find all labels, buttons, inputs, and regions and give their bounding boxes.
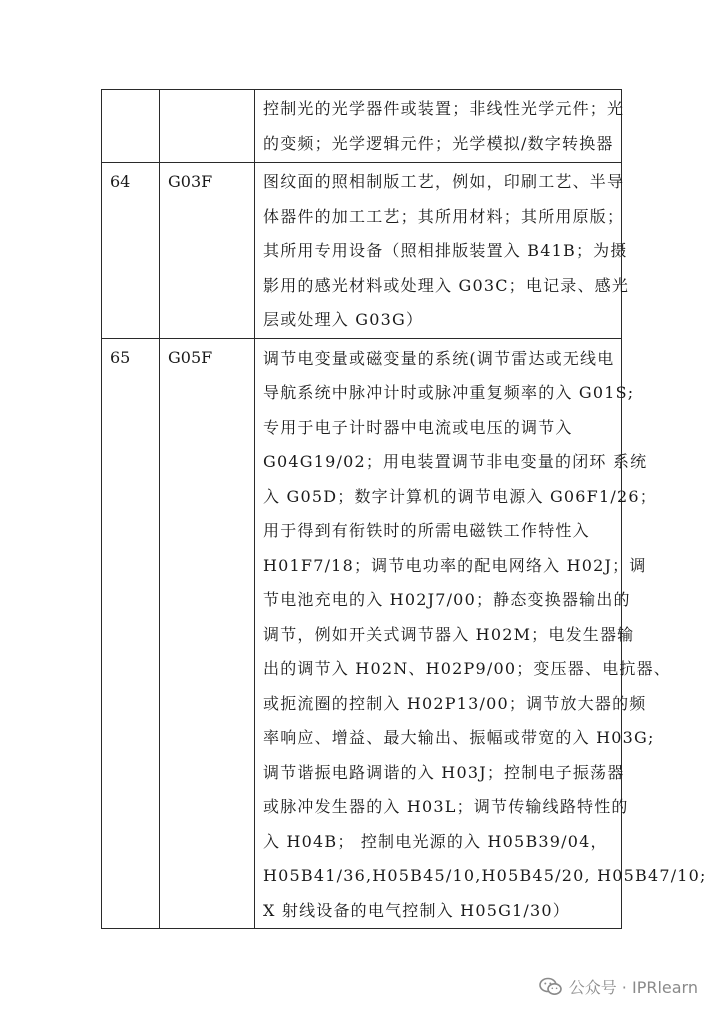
description-line: 其所用专用设备（照相排版装置入 B41B；为摄: [263, 241, 628, 260]
ipc-code: G05F: [160, 338, 255, 929]
row-number: [102, 90, 160, 163]
description-line: 率响应、增益、最大输出、振幅或带宽的入 H03G;: [263, 728, 655, 747]
wechat-icon: [539, 977, 563, 997]
description-line: H05B41/36,H05B45/10,H05B45/20, H05B47/10;: [263, 866, 707, 885]
description-line: 或扼流圈的控制入 H02P13/00；调节放大器的频: [263, 693, 647, 713]
row-description: [255, 163, 630, 339]
description-line: 或脉冲发生器的入 H03L；调节传输线路特性的: [263, 797, 629, 816]
description-line: 导航系统中脉冲计时或脉冲重复频率的入 G01S;: [263, 383, 635, 402]
row-number: 64: [102, 163, 160, 339]
classification-table: [101, 89, 707, 929]
description-line: 调节电变量或磁变量的系统(调节雷达或无线电: [263, 348, 615, 368]
description-line: 专用于电子计时器中电流或电压的调节入: [263, 417, 573, 437]
table-row: [102, 163, 622, 339]
description-line: 调节，例如开关式调节器入 H02M；电发生器输: [263, 624, 635, 644]
description-line: 出的调节入 H02N、H02P9/00；变压器、电抗器、: [263, 659, 672, 678]
description-line: X 射线设备的电气控制入 H05G1/30）: [263, 900, 570, 920]
row-description: [255, 90, 625, 163]
ipc-code: [160, 90, 255, 163]
ipc-code: G03F: [160, 163, 255, 339]
description-line: 控制光的光学器件或装置；非线性光学元件；光: [263, 99, 625, 118]
row-description: [255, 338, 707, 929]
description-line: H01F7/18；调节电功率的配电网络入 H02J；调: [263, 555, 647, 575]
row-number: 65: [102, 338, 160, 929]
description-line: 影用的感光材料或处理入 G03C；电记录、感光: [263, 275, 630, 295]
table-row: [102, 90, 622, 163]
watermark-text: 公众号 · IPRlearn: [568, 978, 698, 997]
description-line: 入 G05D；数字计算机的调节电源入 G06F1/26；: [263, 486, 657, 506]
description-line: G04G19/02；用电装置调节非电变量的闭环 系统: [263, 452, 648, 471]
description-line: 入 H04B； 控制电光源的入 H05B39/04，: [263, 831, 608, 851]
table-row: [102, 338, 622, 929]
watermark: [539, 975, 698, 998]
description-line: 调节谐振电路调谐的入 H03J；控制电子振荡器: [263, 762, 625, 782]
description-line: 层或处理入 G03G）: [263, 310, 424, 329]
description-line: 节电池充电的入 H02J7/00；静态变换器输出的: [263, 590, 631, 609]
description-line: 图纹面的照相制版工艺，例如，印刷工艺、半导: [263, 172, 625, 191]
description-line: 体器件的加工工艺；其所用材料；其所用原版；: [263, 206, 625, 226]
description-line: 的变频；光学逻辑元件；光学模拟/数字转换器: [263, 133, 614, 153]
description-line: 用于得到有衔铁时的所需电磁铁工作特性入: [263, 521, 590, 540]
